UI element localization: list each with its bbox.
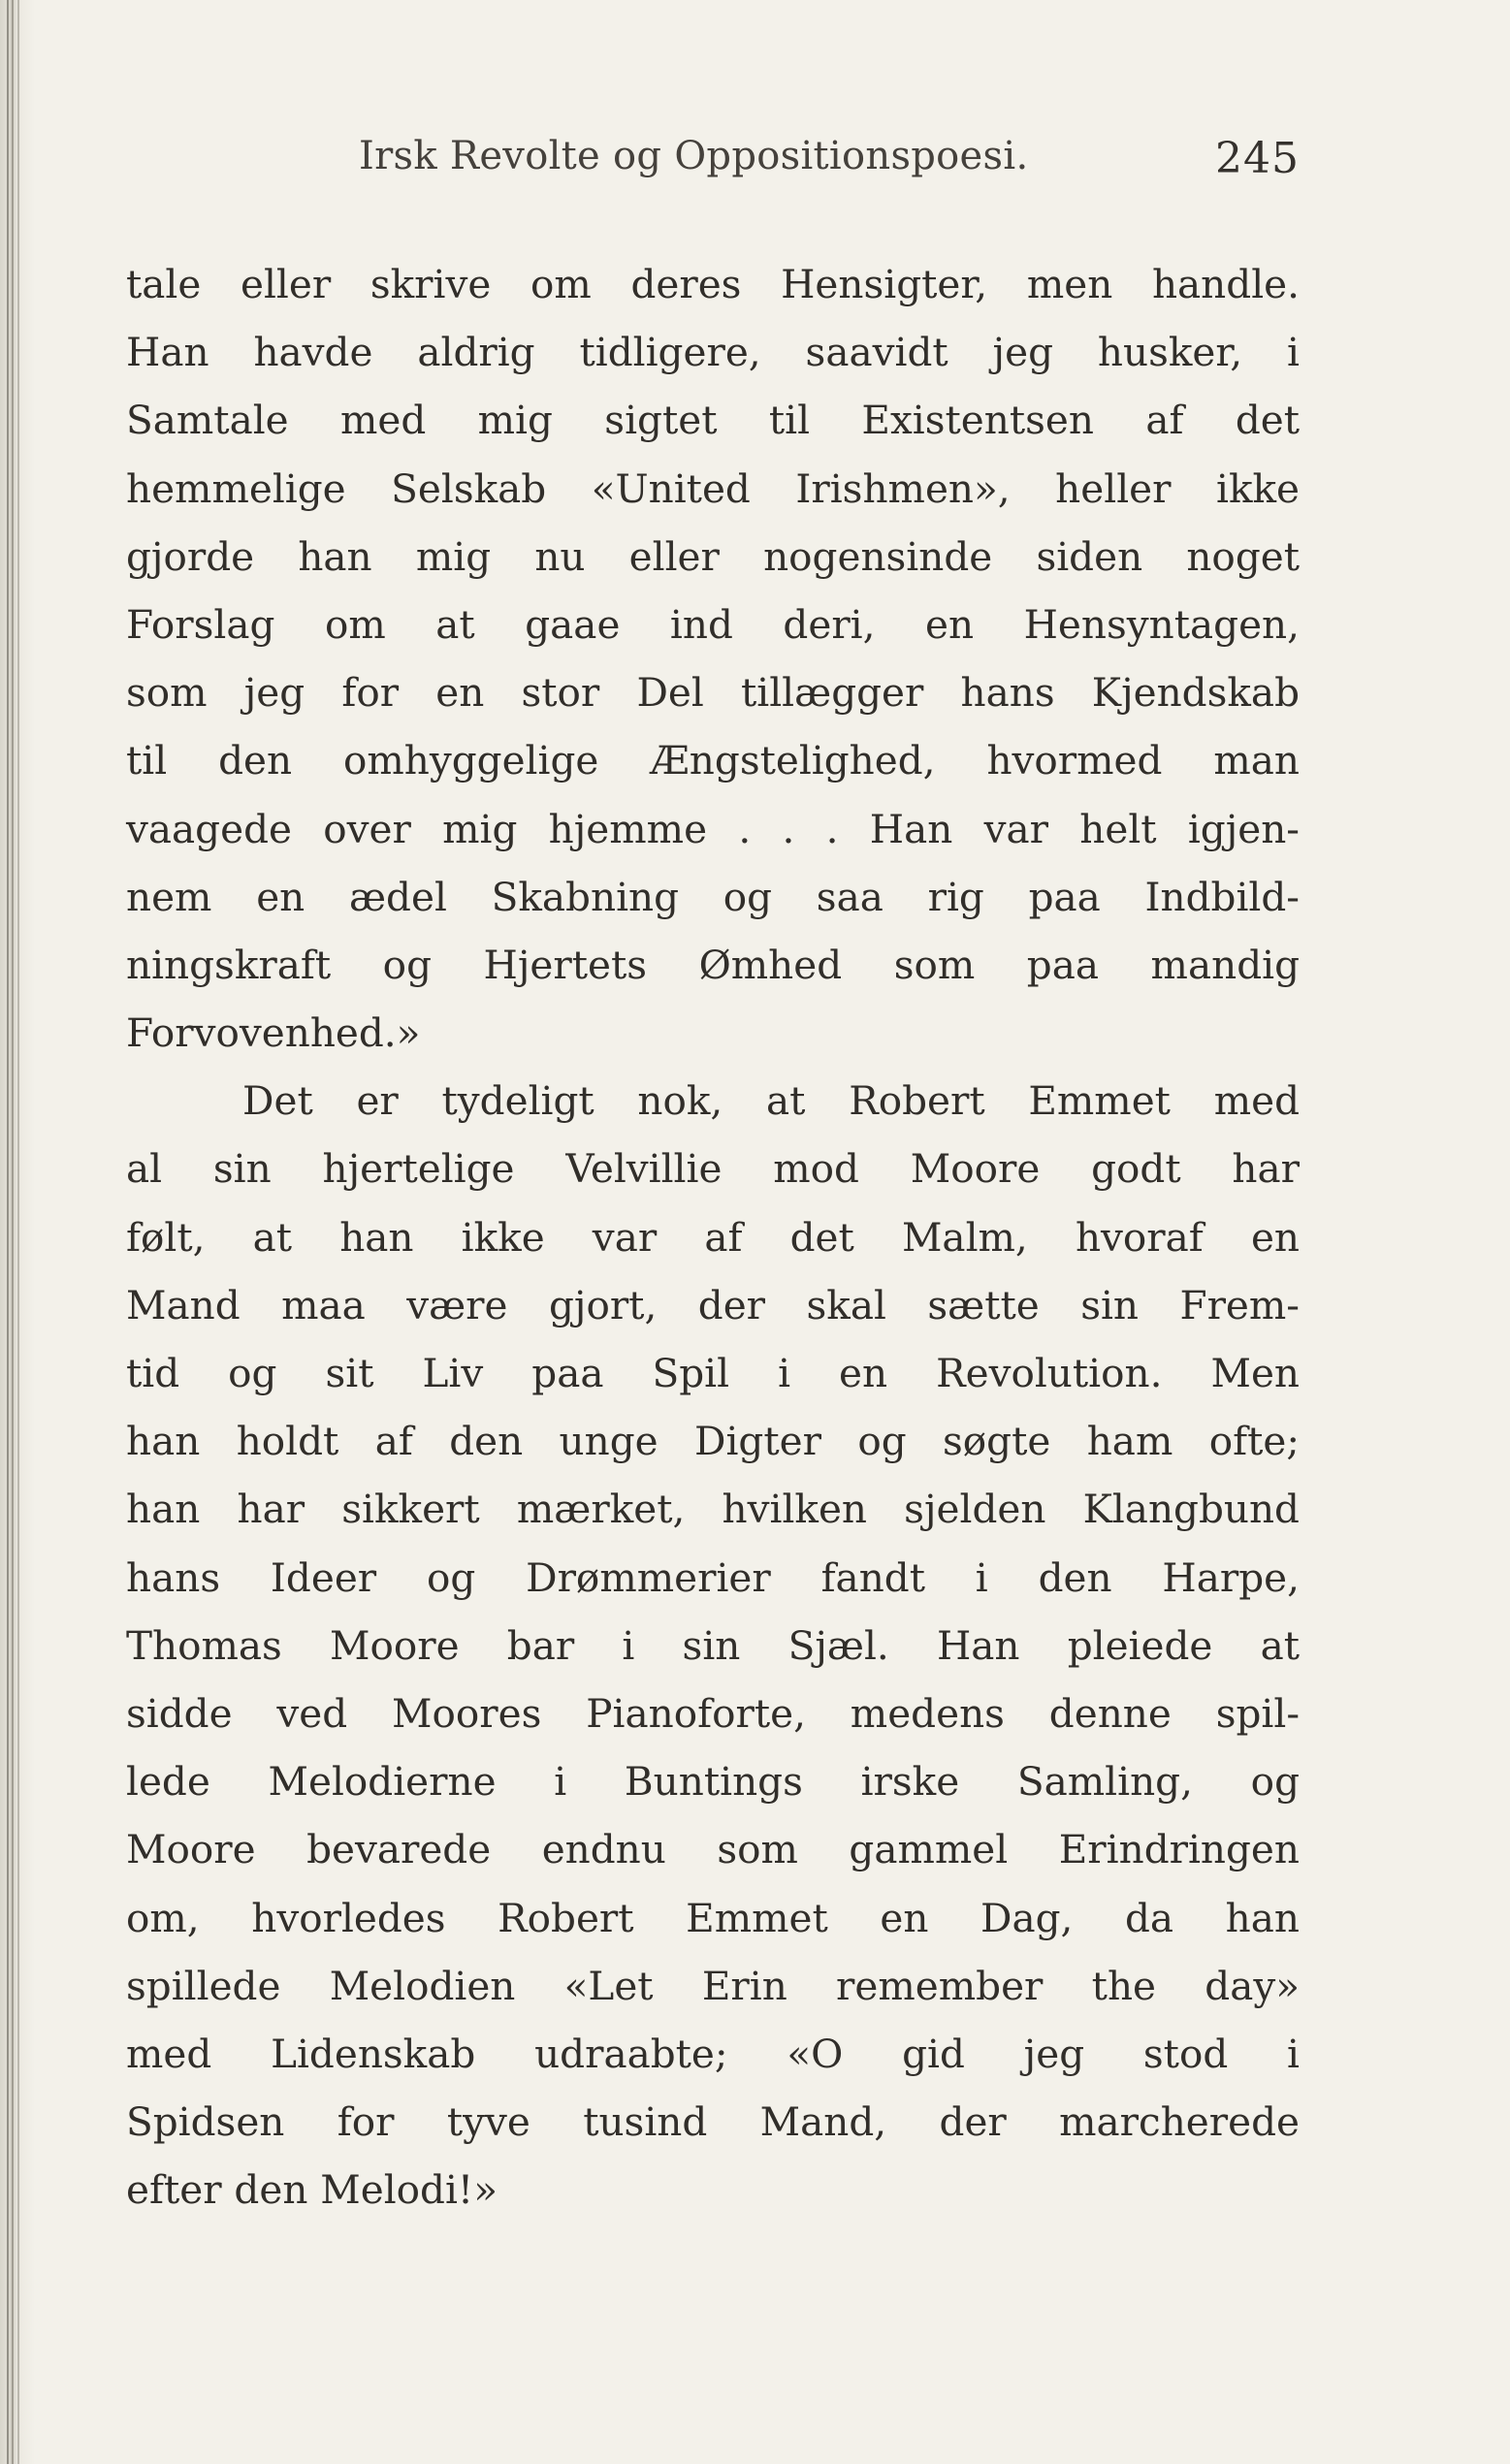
text-line: tid og sit Liv paa Spil i en Revolution. Men bbox=[126, 1350, 1300, 1396]
running-title: Irsk Revolte og Oppositionspoesi. bbox=[359, 134, 1029, 178]
text-line: som jeg for en stor Del tillægger hans Kjendskab bbox=[126, 669, 1300, 717]
text-line: han har sikkert mærket, hvilken sjelden Klangbund bbox=[126, 1486, 1300, 1533]
running-header bbox=[126, 124, 1300, 202]
binding-line bbox=[17, 0, 19, 2464]
text-line: følt, at han ikke var af det Malm, hvoraf en bbox=[126, 1213, 1300, 1261]
text-line: nem en ædel Skabning og saa rig paa Indbild- bbox=[126, 873, 1300, 920]
paragraph-start-line: Det er tydeligt nok, at Robert Emmet med bbox=[242, 1077, 1300, 1125]
text-line: al sin hjertelige Velvillie mod Moore godt har bbox=[126, 1145, 1300, 1193]
paragraph-end-line: efter den Melodi!» bbox=[126, 2166, 498, 2214]
text-line: gjorde han mig nu eller nogensinde siden noget bbox=[126, 532, 1300, 580]
text-line: Moore bevarede endnu som gammel Erindringen bbox=[126, 1826, 1300, 1873]
text-line: han holdt af den unge Digter og søgte ham ofte; bbox=[126, 1418, 1300, 1465]
text-line: om, hvorledes Robert Emmet en Dag, da han bbox=[126, 1894, 1300, 1941]
text-line: Han havde aldrig tidligere, saavidt jeg husker, i bbox=[126, 329, 1300, 376]
text-line: med Lidenskab udraabte; «O gid jeg stod i bbox=[126, 2030, 1300, 2077]
body-text bbox=[126, 250, 1300, 2224]
text-line: vaagede over mig hjemme . . . Han var helt igjen- bbox=[126, 805, 1300, 852]
text-line: Mand maa være gjort, der skal sætte sin Frem- bbox=[126, 1281, 1300, 1328]
page-number: 245 bbox=[1215, 134, 1300, 183]
text-line: lede Melodierne i Buntings irske Samling, og bbox=[126, 1758, 1300, 1806]
text-line: hans Ideer og Drømmerier fandt i den Harpe, bbox=[126, 1553, 1300, 1601]
text-line: tale eller skrive om deres Hensigter, men handle. bbox=[126, 261, 1300, 307]
text-line: sidde ved Moores Pianoforte, medens denne spil- bbox=[126, 1689, 1300, 1737]
text-line: Samtale med mig sigtet til Existentsen af det bbox=[126, 397, 1300, 444]
text-line: til den omhyggelige Ængstelighed, hvormed man bbox=[126, 737, 1300, 784]
text-line: Spidsen for tyve tusind Mand, der marcherede bbox=[126, 2098, 1300, 2146]
binding-line bbox=[7, 0, 9, 2464]
text-line: Forslag om at gaae ind deri, en Hensyntagen, bbox=[126, 600, 1300, 648]
binding-line bbox=[12, 0, 14, 2464]
paragraph-end-line: Forvovenhed.» bbox=[126, 1009, 421, 1057]
text-line: spillede Melodien «Let Erin remember the day» bbox=[126, 1962, 1300, 2009]
text-line: ningskraft og Hjertets Ømhed som paa mandig bbox=[126, 941, 1300, 988]
text-line: Thomas Moore bar i sin Sjæl. Han pleiede at bbox=[126, 1621, 1300, 1669]
page-binding-edge bbox=[0, 0, 35, 2464]
text-line: hemmelige Selskab «United Irishmen», heller ikke bbox=[126, 464, 1300, 512]
